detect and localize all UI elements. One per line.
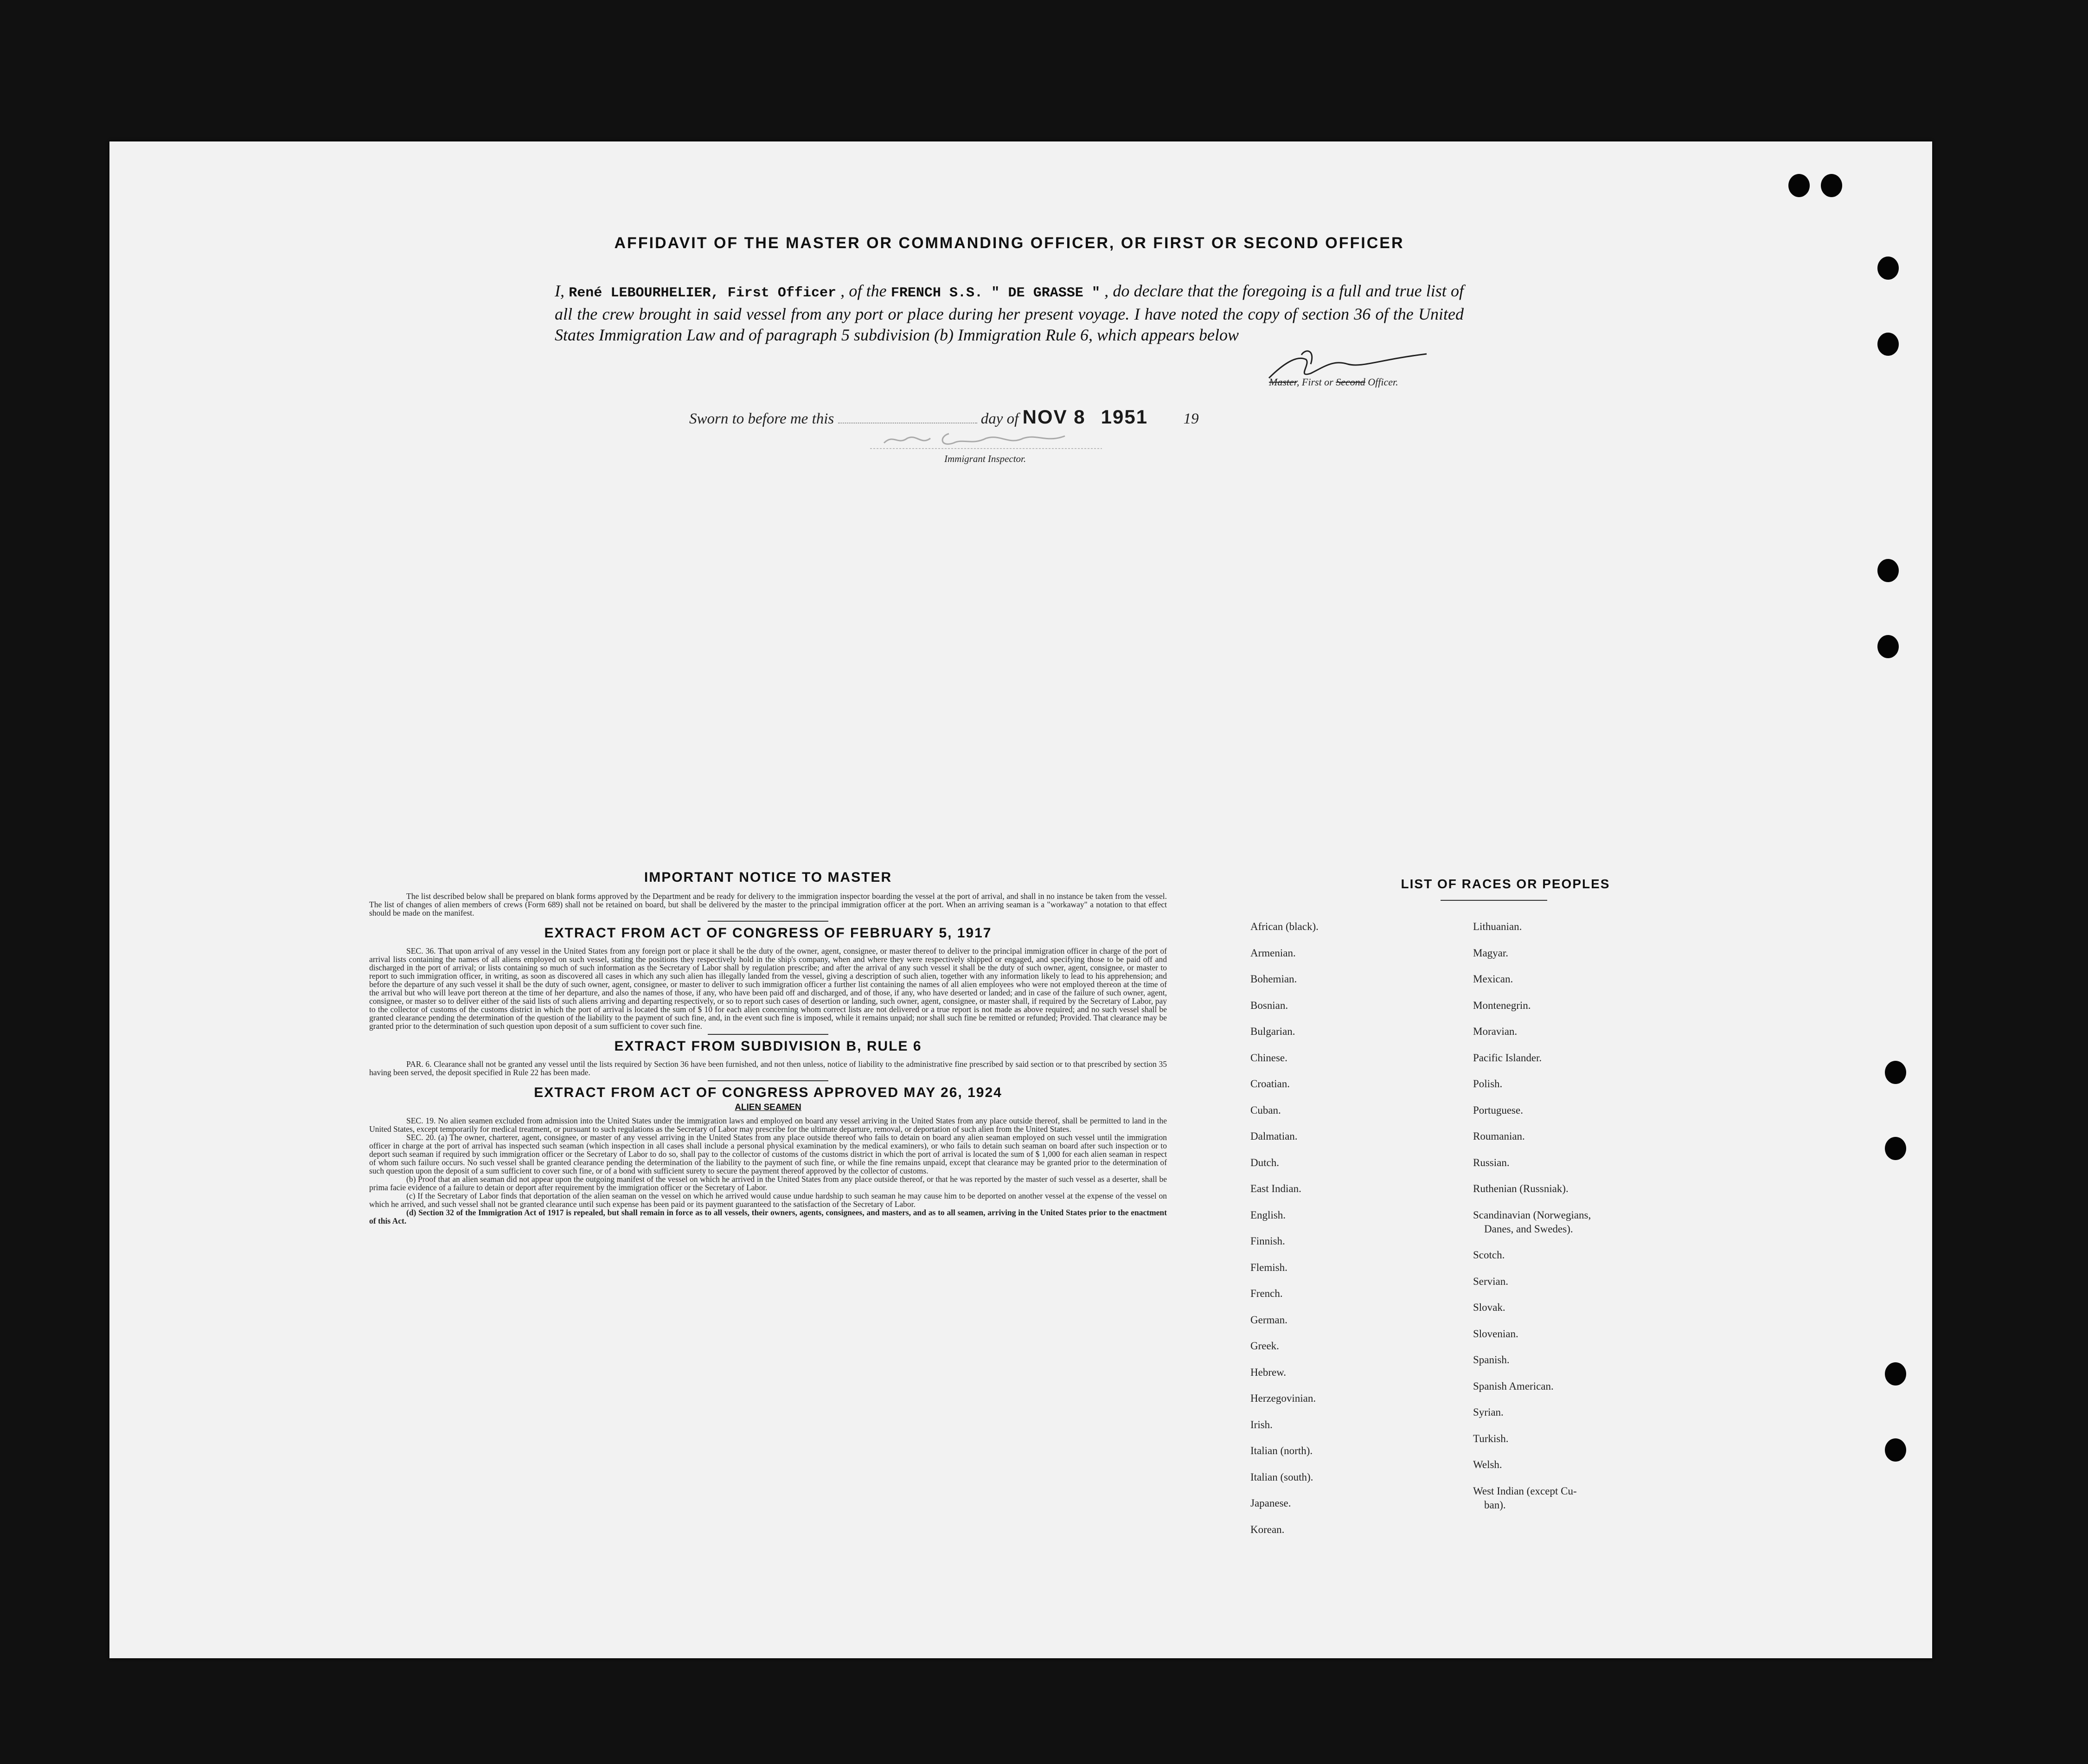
punch-hole [1885,1438,1906,1462]
race-item: Pacific Islander. [1473,1052,1542,1064]
race-item: Cuban. [1250,1104,1281,1116]
race-item: Herzegovinian. [1250,1392,1316,1404]
year-stamp: 1951 [1101,406,1148,428]
race-item: Korean. [1250,1524,1285,1535]
race-item: Roumanian. [1473,1130,1525,1142]
divider [708,1034,828,1035]
race-item: Bulgarian. [1250,1026,1295,1037]
race-item: Slovenian. [1473,1328,1518,1340]
race-item: Spanish American. [1473,1380,1554,1392]
races-divider [1441,900,1547,901]
race-item: East Indian. [1250,1183,1301,1194]
race-item: Bosnian. [1250,1000,1288,1011]
race-item: Irish. [1250,1419,1273,1430]
sig-label-officer: Officer. [1368,376,1398,388]
declaration-paragraph [555,281,1464,346]
punch-hole [1877,559,1899,582]
race-item: Greek. [1250,1340,1279,1352]
notice-body: The list described below shall be prepared on blank forms approved by the Department and be ready for delivery to the immigration inspector boarding the vessel at the port of arrival, and shall in no instance be taken from the vessel. The list of changes of alien members of crews (Form 689) shall not be retained on board, but shall be delivered by the master to the principal immigration officer at the port. When an arriving seaman is a "workaway" a notation to that effect should be made on the manifest. [369,892,1167,917]
punch-hole [1788,174,1810,197]
punch-hole [1885,1061,1906,1084]
race-item: Magyar. [1473,947,1509,959]
race-item: African (black). [1250,921,1319,932]
race-item: Flemish. [1250,1262,1287,1273]
extract3-sec20b: (b) Proof that an alien seaman did not appear upon the outgoing manifest of the vessel on which he arrived in the United States from any place outside thereof, or that he was reported by the master of such vessel as a deserter, shall be prima facie evidence of a failure to detain or deport after requirement by the immigration officer or the Secretary of Labor. [369,1174,1167,1192]
race-item: Turkish. [1473,1433,1509,1444]
declaration-do-declare: , do declare [1104,282,1184,300]
document-page [109,141,1932,1658]
inspector-signature [870,424,1102,452]
vessel-name: FRENCH S.S. " DE GRASSE " [890,285,1100,301]
race-item: Dalmatian. [1250,1130,1298,1142]
extract3-sec19: SEC. 19. No alien seamen excluded from admission into the United States under the immigration laws and employed on board any vessel arriving in the United States from any place outside thereof, shall be permitted to land in the United States, except temporarily for medical treatment, or pursuant to such regulations as the Secretary of Labor may prescribe for the ultimate departure, removal, or deportation of such alien from the United States. [369,1116,1167,1134]
extract1-body: SEC. 36. That upon arrival of any vessel in the United States from any foreign port or place it shall be the duty of the owner, agent, consignee, or master thereof to deliver to the principal immigration officer in charge of the port of arrival lists containing the names of all aliens employed on such vessel, stating the positions they respectively hold in the ship's company, when and where they were respectively shipped or engaged, and specifying those to be paid off and discharged in the port of arrival; or lists containing so much of such information as the Secretary of Labor shall by regulation prescribe; and after the arrival of any such vessel it shall be the duty of such owner, agent, consignee, or master to report to such immigration officer, in writing, as soon as discovered all cases in which any such alien has illegally landed from the vessel, giving a description of such alien, together with any information likely to lead to his apprehension; and before the departure of any such vessel it shall be the duty of such owner, agent, consignee, or master to deliver to such immigration officer a further list containing the names of all alien employees who were not employed thereon at the time of the arrival but who will leave port thereon at the time of her departure, and also the names of those, if any, who have been paid off and discharged, and of those, if any, who have deserted or landed; and in case of the failure of such owner, agent, consignee, or master so to deliver either of the said lists of such aliens arriving and departing respectively, or so to report such cases of desertion or landing, such owner, agent, consignee, or master shall, if required by the Secretary of Labor, pay to the collector of customs of the customs district in which the port of arrival is located the sum of $ 10 for each alien concerning whom correct lists are not delivered or a true report is not made as above required; and no such vessel shall be granted clearance pending the determination of the question of the liability to the payment of such fine, and, in the event such fine is imposed, while it remains unpaid; nor shall such fine be remitted or refunded; Provided. That clearance may be granted prior to the determination of such question upon deposit of a sum sufficient to cover such fine. [369,946,1167,1031]
race-item: Armenian. [1250,947,1296,959]
year-prefix: 19 [1183,411,1199,427]
day-of: day of [980,411,1019,427]
race-item: Servian. [1473,1276,1509,1287]
punch-hole [1821,174,1842,197]
signature-label [1269,376,1398,388]
race-item: Slovak. [1473,1302,1505,1313]
punch-hole [1885,1362,1906,1386]
sig-label-first: , First or [1296,376,1333,388]
race-item: German. [1250,1314,1287,1326]
notice-title: IMPORTANT NOTICE TO MASTER [644,870,892,885]
sworn-text: Sworn to before me this [689,411,834,427]
sig-label-master: Master [1269,376,1297,388]
race-item: Finnish. [1250,1235,1285,1247]
declaration-of-the: , of the [840,282,887,300]
race-item: Montenegrin. [1473,1000,1531,1011]
race-item: Scotch. [1473,1249,1505,1261]
punch-hole [1877,333,1899,356]
race-item: Chinese. [1250,1052,1287,1064]
race-item: Portuguese. [1473,1104,1523,1116]
officer-name: René LEBOURHELIER, First Officer [569,285,836,301]
officer-signature [1241,346,1436,397]
extract3-sec20c: (c) If the Secretary of Labor finds that deportation of the alien seaman on the vessel on which he arrived would cause undue hardship to such seaman he may cause him to be deported on another vessel at the expense of the vessel on which he arrived, and such vessel shall not be granted clearance until such expense has been paid or its payment guaranteed to the satisfaction of the Secretary of Labor. [369,1191,1167,1209]
punch-hole [1885,1137,1906,1160]
race-item: Danes, and Swedes). [1484,1223,1573,1235]
race-item: English. [1250,1209,1286,1221]
extract3-title: EXTRACT FROM ACT OF CONGRESS APPROVED MAY 26, 1924 [534,1085,1002,1100]
race-item: Ruthenian (Russniak). [1473,1183,1569,1194]
inspector-label: Immigrant Inspector. [944,453,1026,464]
race-item: Syrian. [1473,1406,1504,1418]
declaration-i: I, [555,282,564,300]
race-item: Polish. [1473,1078,1503,1090]
race-item: Lithuanian. [1473,921,1522,932]
race-item: Moravian. [1473,1026,1518,1037]
affidavit-title: AFFIDAVIT OF THE MASTER OR COMMANDING OFFICER, OR FIRST OR SECOND OFFICER [614,234,1404,252]
extract2-body: PAR. 6. Clearance shall not be granted any vessel until the lists required by Section 36 have been furnished, and not then unless, notice of liability to the administrative fine prescribed by said section or to that prescribed by section 35 having been served, the deposit specified in Rule 22 has been made. [369,1059,1167,1077]
divider [708,1080,828,1081]
punch-hole [1877,635,1899,658]
divider [708,921,828,922]
extract3-subtitle: ALIEN SEAMEN [735,1103,801,1112]
race-item: Hebrew. [1250,1366,1287,1378]
date-stamp: NOV 8 [1022,406,1086,428]
race-item: Mexican. [1473,973,1513,985]
extract3-sec20d: (d) Section 32 of the Immigration Act of 1917 is repealed, but shall remain in force as to all vessels, their owners, agents, consignees, and masters, and as to all seamen, arriving in the United States prior to the enactment of this Act. [369,1208,1167,1225]
extract2-title: EXTRACT FROM SUBDIVISION B, RULE 6 [614,1039,922,1054]
race-item: Italian (north). [1250,1445,1313,1456]
race-item: ban). [1484,1499,1506,1511]
race-item: Croatian. [1250,1078,1290,1090]
declaration-text: that the foregoing is a full and true list of all the crew brought in said vessel from any port or place during her present voyage. I have noted the copy of section 36 of the United States Immigration Law and of paragraph 5 subdivision (b) Immigration Rule 6, which appears below [555,282,1464,344]
punch-hole [1877,257,1899,280]
race-item: Scandinavian (Norwegians, [1473,1209,1591,1221]
sig-label-second: Second [1336,376,1365,388]
race-item: Spanish. [1473,1354,1510,1366]
race-item: Bohemian. [1250,973,1297,985]
race-item: French. [1250,1288,1283,1299]
race-item: Russian. [1473,1157,1510,1168]
races-title: LIST OF RACES OR PEOPLES [1401,877,1610,891]
race-item: Italian (south). [1250,1471,1313,1483]
race-item: West Indian (except Cu- [1473,1485,1577,1497]
race-item: Japanese. [1250,1497,1291,1509]
race-item: Welsh. [1473,1459,1502,1470]
extract3-sec20a: SEC. 20. (a) The owner, charterer, agent, consignee, or master of any vessel arriving in the United States from any place outside thereof who fails to detain on board any alien seaman employed on such vessel until the immigration officer in charge at the port of arrival has inspected such seaman (which inspection in all cases shall include a personal physical examination by the medical examiners), or who fails to detain such seaman on board after such inspection or to deport such seaman if required by such immigration officer or the Secretary of Labor to do so, shall pay to the collector of customs of the customs district in which the port of arrival is located the sum of $ 1,000 for each alien seaman in respect of whom such failure occurs. No such vessel shall be granted clearance pending the determination of the liability to the payment of such fine, or while the fine remains unpaid, except that clearance may be granted prior to the determination of such question upon the deposit of a sum sufficient to cover such fine, or of a bond with sufficient surety to secure the payment thereof approved by the collector of customs. [369,1133,1167,1175]
notice-column [369,870,1167,1225]
extract1-title: EXTRACT FROM ACT OF CONGRESS OF FEBRUARY 5, 1917 [544,925,992,941]
race-item: Dutch. [1250,1157,1279,1168]
